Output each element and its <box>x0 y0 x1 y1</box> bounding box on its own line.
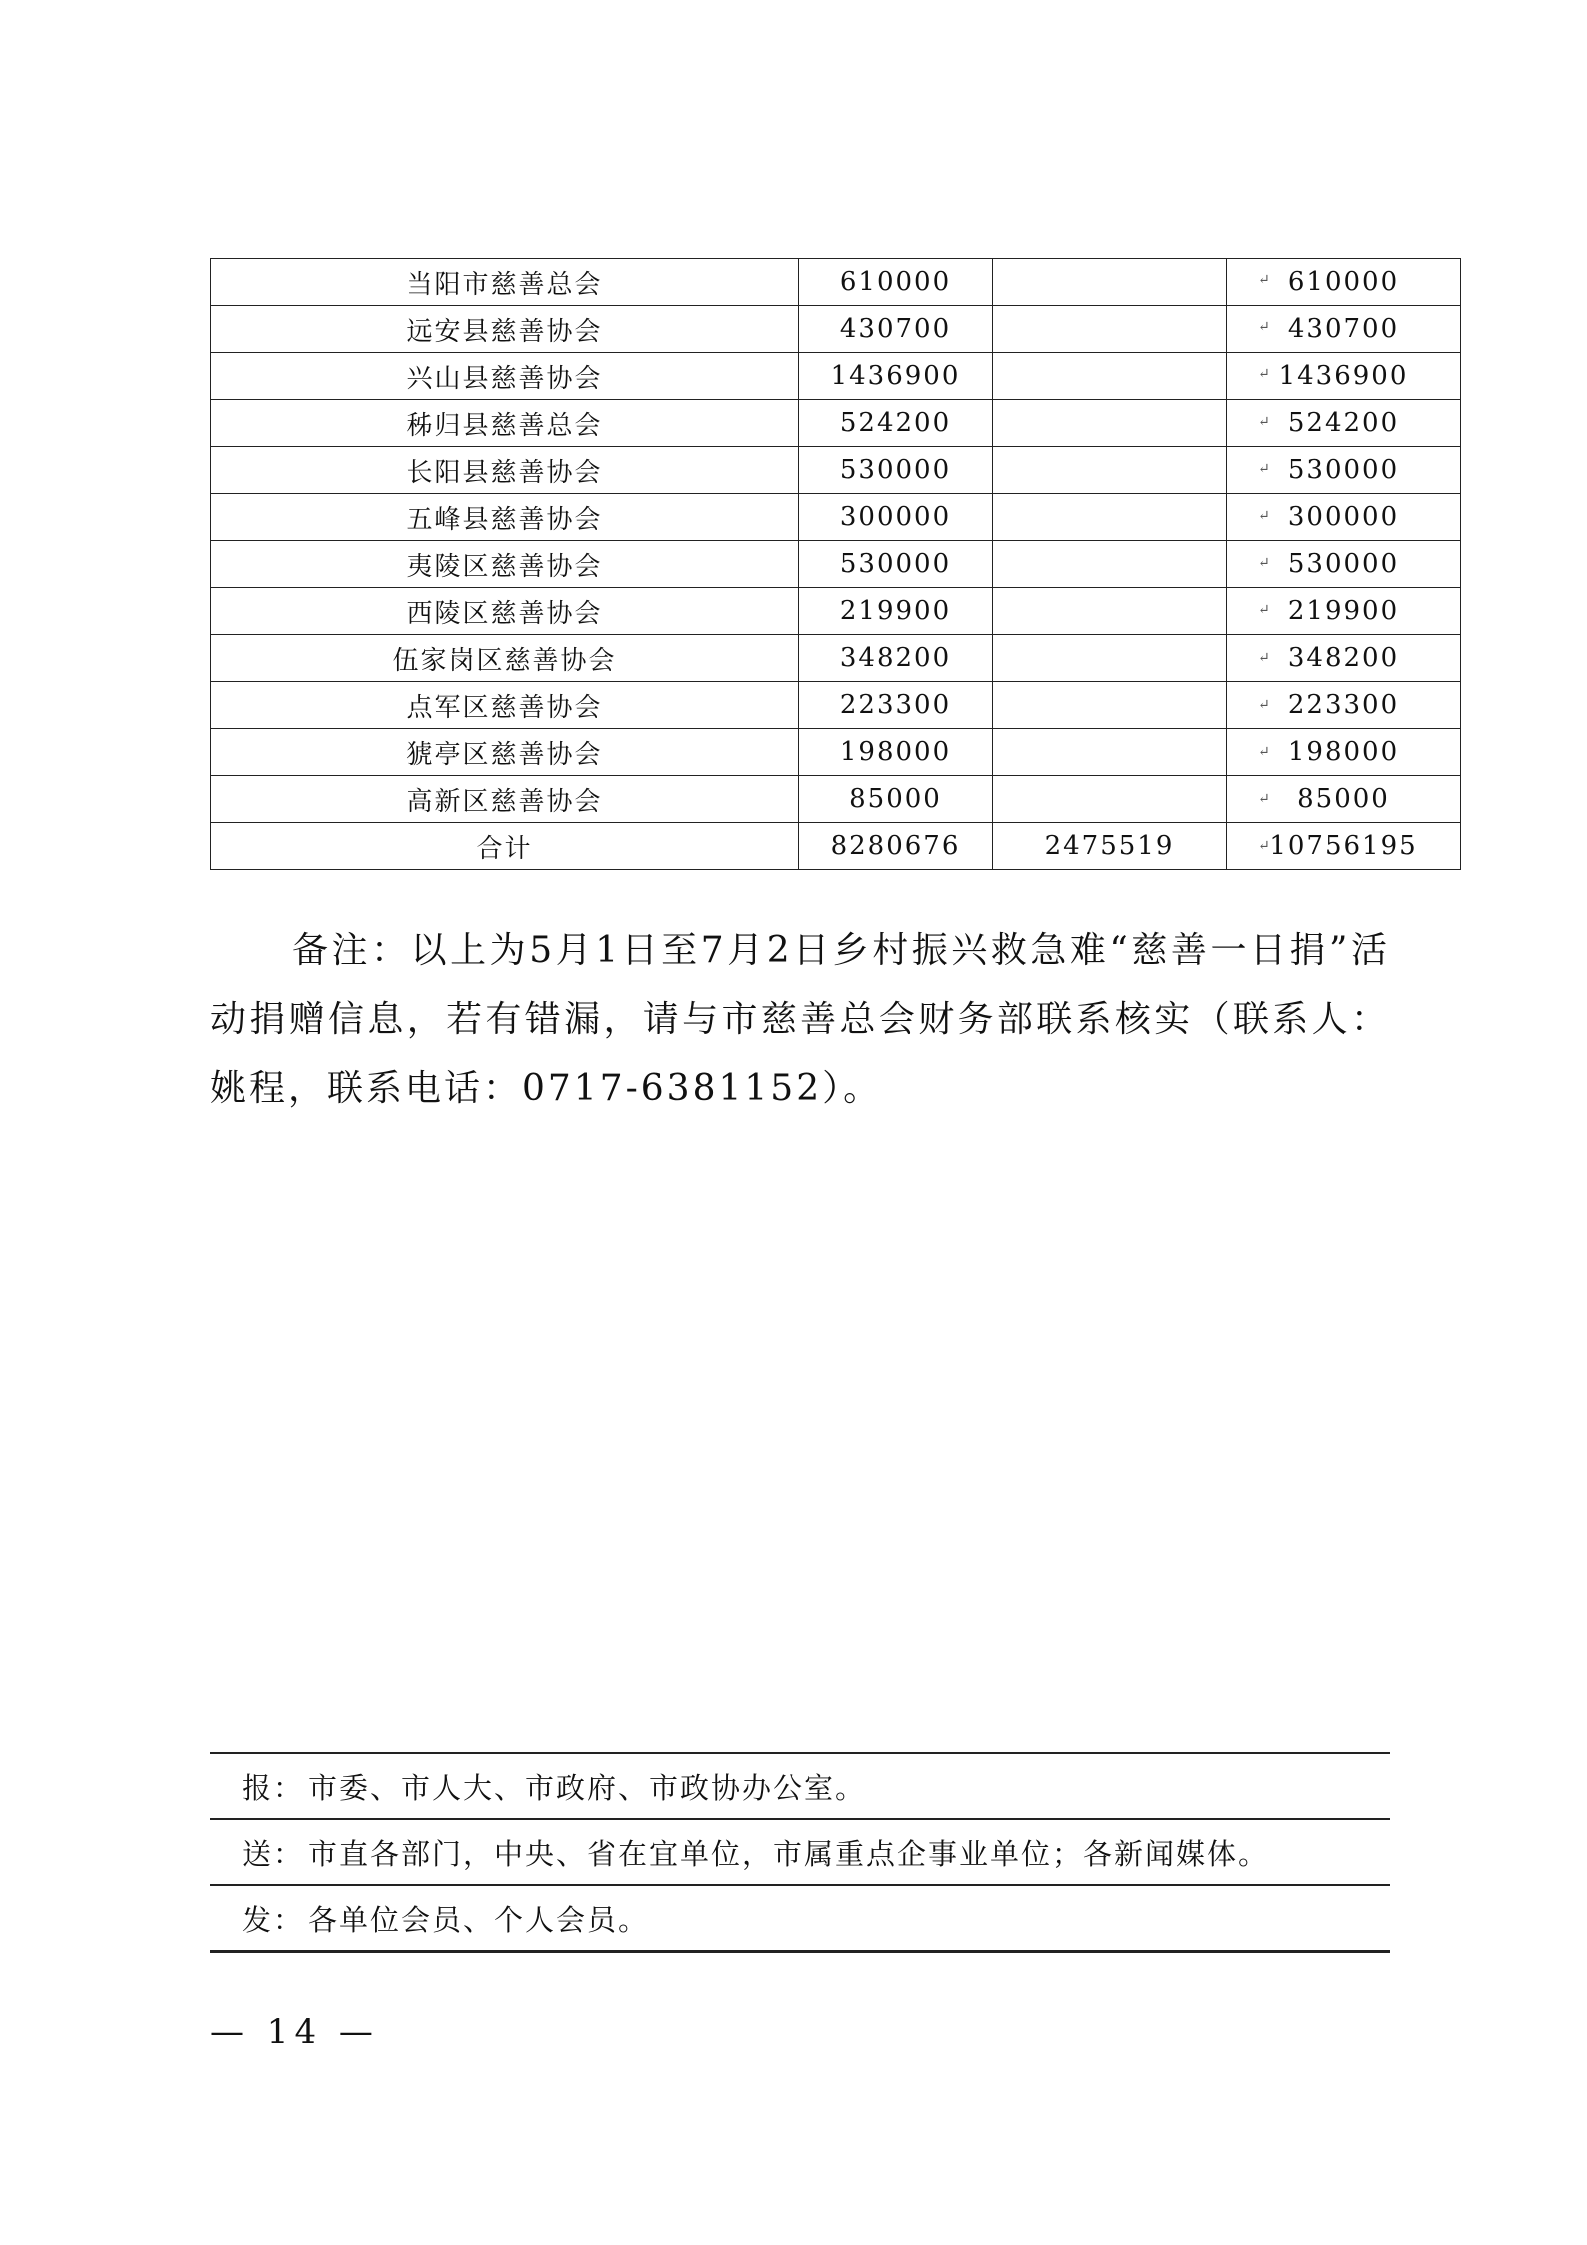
row-end-mark: ↵ <box>1258 413 1270 430</box>
amount-a-cell: 85000 <box>799 776 993 823</box>
row-end-mark: ↵ <box>1258 649 1270 666</box>
distribution-issue <box>210 1884 1390 1953</box>
amount-total-cell: 610000 <box>1227 259 1461 306</box>
amount-b-cell: 2475519 <box>993 823 1227 870</box>
amount-b-cell <box>993 400 1227 447</box>
amount-b-cell <box>993 682 1227 729</box>
amount-b-cell <box>993 447 1227 494</box>
row-end-mark: ↵ <box>1258 272 1270 288</box>
table-row <box>211 635 1461 682</box>
table-row <box>211 306 1461 353</box>
amount-total-cell: 85000 <box>1227 776 1461 823</box>
table-row <box>211 259 1461 306</box>
amount-total-cell: 530000 <box>1227 541 1461 588</box>
distribution-list <box>210 1752 1390 1953</box>
amount-a-cell: 1436900 <box>799 353 993 400</box>
amount-a-cell: 219900 <box>799 588 993 635</box>
row-end-mark: ↵ <box>1258 555 1270 572</box>
org-name-cell: 夷陵区慈善协会 <box>211 541 799 588</box>
amount-total-cell: 348200 <box>1227 635 1461 682</box>
amount-total-cell: 10756195 <box>1227 823 1461 870</box>
table-row <box>211 400 1461 447</box>
amount-a-cell: 430700 <box>799 306 993 353</box>
amount-a-cell: 530000 <box>799 541 993 588</box>
row-end-mark: ↵ <box>1258 508 1270 524</box>
org-name-cell: 高新区慈善协会 <box>211 776 799 823</box>
amount-b-cell <box>993 353 1227 400</box>
row-end-mark: ↵ <box>1258 602 1270 619</box>
row-end-mark: ↵ <box>1258 366 1270 383</box>
table-total-row <box>211 823 1461 870</box>
org-name-cell: 秭归县慈善总会 <box>211 400 799 447</box>
row-end-mark: ↵ <box>1258 744 1270 760</box>
amount-total-cell: 219900 <box>1227 588 1461 635</box>
row-end-mark: ↵ <box>1258 791 1270 808</box>
row-end-mark: ↵ <box>1258 460 1270 477</box>
amount-total-cell: 530000 <box>1227 447 1461 494</box>
org-name-cell: 伍家岗区慈善协会 <box>211 635 799 682</box>
amount-a-cell: 610000 <box>799 259 993 306</box>
amount-total-cell: 300000 <box>1227 494 1461 541</box>
issue-text: 各单位会员、个人会员。 <box>308 1902 650 1937</box>
amount-b-cell <box>993 635 1227 682</box>
remark-paragraph: 备注：以上为5月1日至7月2日乡村振兴救急难“慈善一日捐”活动捐赠信息，若有错漏，请与市慈善总会财务部联系核实（联系人：姚程，联系电话：0717-6381152）。 <box>210 930 1390 1109</box>
amount-a-cell: 524200 <box>799 400 993 447</box>
amount-a-cell: 8280676 <box>799 823 993 870</box>
org-name-cell: 西陵区慈善协会 <box>211 588 799 635</box>
report-text: 市委、市人大、市政府、市政协办公室。 <box>308 1770 867 1805</box>
page-number: — 14 — <box>210 2012 379 2052</box>
amount-a-cell: 348200 <box>799 635 993 682</box>
amount-total-cell: 524200 <box>1227 400 1461 447</box>
amount-a-cell: 530000 <box>799 447 993 494</box>
donation-table <box>210 258 1461 870</box>
amount-b-cell <box>993 776 1227 823</box>
amount-total-cell: 198000 <box>1227 729 1461 776</box>
amount-a-cell: 300000 <box>799 494 993 541</box>
amount-total-cell: 1436900 <box>1227 353 1461 400</box>
table-row <box>211 588 1461 635</box>
amount-a-cell: 223300 <box>799 682 993 729</box>
org-name-cell: 长阳县慈善协会 <box>211 447 799 494</box>
amount-a-cell: 198000 <box>799 729 993 776</box>
org-name-cell: 兴山县慈善协会 <box>211 353 799 400</box>
table-row <box>211 776 1461 823</box>
row-end-mark: ↵ <box>1258 319 1270 336</box>
org-name-cell: 当阳市慈善总会 <box>211 259 799 306</box>
send-text: 市直各部门，中央、省在宜单位，市属重点企事业单位；各新闻媒体。 <box>308 1836 1270 1871</box>
row-end-mark: ↵ <box>1258 696 1270 713</box>
amount-b-cell <box>993 494 1227 541</box>
distribution-report <box>210 1752 1390 1818</box>
amount-total-cell: 430700 <box>1227 306 1461 353</box>
donation-table-container <box>210 258 1461 870</box>
table-row <box>211 729 1461 776</box>
amount-total-cell: 223300 <box>1227 682 1461 729</box>
org-name-cell: 远安县慈善协会 <box>211 306 799 353</box>
donation-table-body <box>211 259 1461 870</box>
table-row <box>211 447 1461 494</box>
amount-b-cell <box>993 306 1227 353</box>
amount-b-cell <box>993 541 1227 588</box>
org-name-cell: 合计 <box>211 823 799 870</box>
amount-b-cell <box>993 259 1227 306</box>
org-name-cell: 点军区慈善协会 <box>211 682 799 729</box>
amount-b-cell <box>993 588 1227 635</box>
table-row <box>211 541 1461 588</box>
send-label: 送： <box>242 1836 305 1871</box>
issue-label: 发： <box>242 1902 305 1937</box>
org-name-cell: 五峰县慈善协会 <box>211 494 799 541</box>
table-row <box>211 353 1461 400</box>
table-row <box>211 494 1461 541</box>
org-name-cell: 猇亭区慈善协会 <box>211 729 799 776</box>
report-label: 报： <box>242 1770 305 1805</box>
amount-b-cell <box>993 729 1227 776</box>
table-row <box>211 682 1461 729</box>
distribution-send <box>210 1818 1390 1884</box>
row-end-mark: ↵ <box>1258 838 1270 855</box>
